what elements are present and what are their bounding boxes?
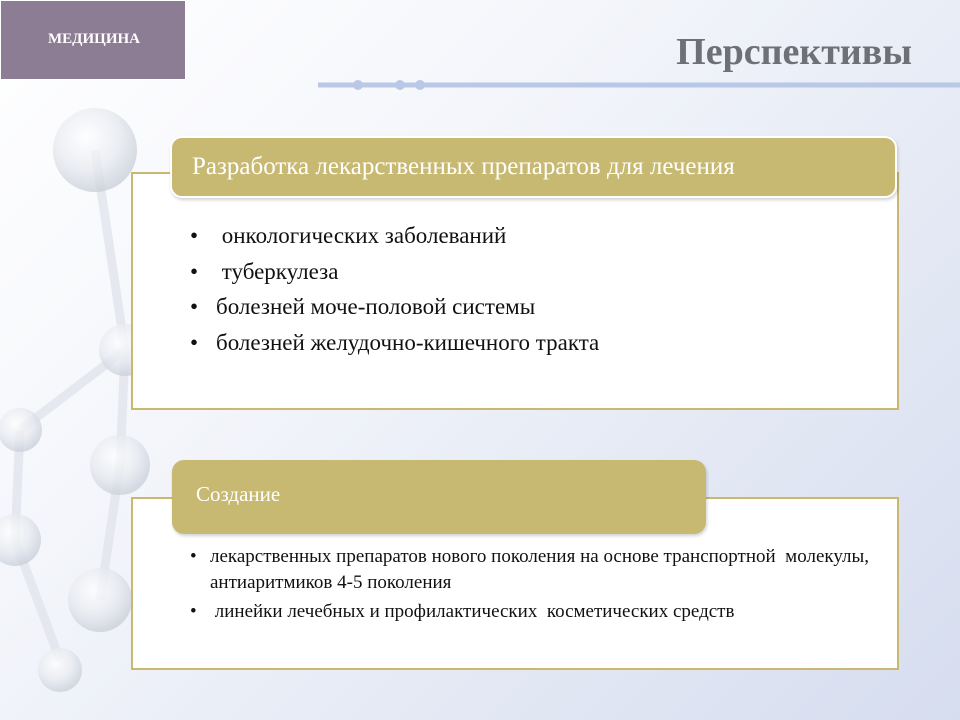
section2-list [190, 544, 880, 628]
decorative-dot [415, 80, 425, 90]
category-tag-label: МЕДИЦИНА [48, 31, 140, 47]
list-item-text: лекарственных препаратов нового поколения на основе транспортной молекулы, антиаритмиков 4-5 поколения [210, 546, 874, 593]
list-item-text: туберкулеза [216, 258, 339, 284]
bullet-icon: • [190, 294, 199, 319]
bullet-icon: • [190, 223, 199, 248]
list-item [190, 254, 880, 290]
list-item [190, 599, 880, 625]
list-item-text: болезней моче-половой системы [216, 294, 536, 319]
list-item [190, 289, 880, 325]
section2-header: Создание [172, 460, 706, 534]
section1-header: Разработка лекарственных препаратов для лечения [170, 136, 897, 198]
section1-list [190, 218, 880, 360]
decorative-dot [353, 80, 363, 90]
bullet-icon: • [190, 258, 199, 284]
category-tag [0, 0, 186, 80]
list-item [190, 544, 880, 596]
bullet-icon: • [190, 329, 199, 355]
list-item [190, 325, 880, 361]
bullet-icon: • [190, 546, 197, 567]
list-item-text: линейки лечебных и профилактических косметических средств [210, 601, 735, 622]
list-item-text: онкологических заболеваний [216, 223, 507, 248]
slide-title: Перспективы [676, 31, 912, 73]
list-item [190, 218, 880, 254]
decorative-dot [395, 80, 405, 90]
title-decorative-line [318, 78, 960, 92]
bullet-icon: • [190, 601, 197, 622]
list-item-text: болезней желудочно-кишечного тракта [216, 329, 600, 355]
